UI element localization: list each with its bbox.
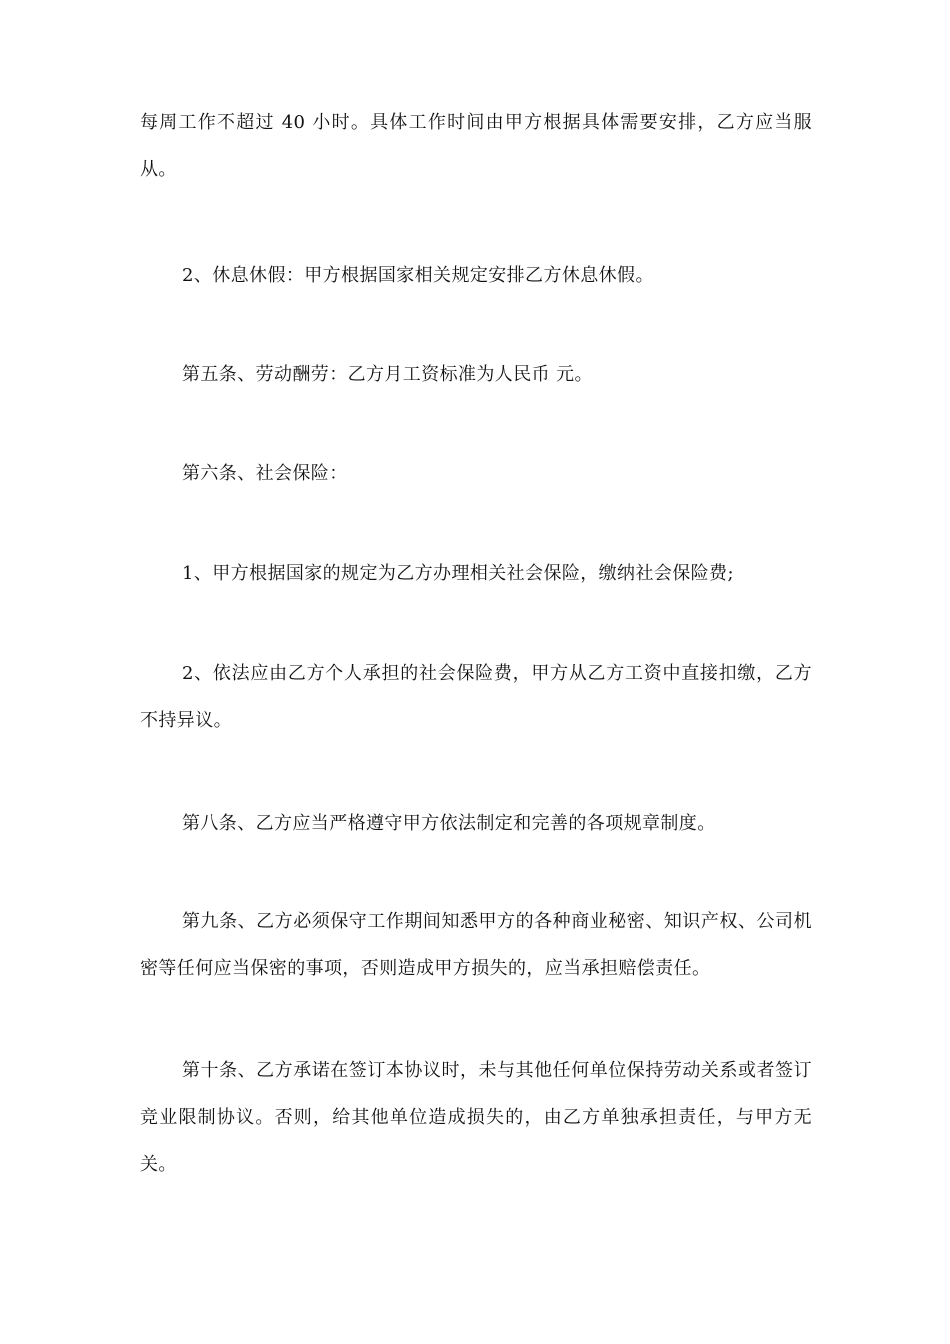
paragraph-article-8: 第八条、乙方应当严格遵守甲方依法制定和完善的各项规章制度。: [182, 813, 716, 834]
paragraph-rest-leave: 2、休息休假：甲方根据国家相关规定安排乙方休息休假。: [182, 265, 654, 286]
paragraph-article-6: 第六条、社会保险：: [182, 463, 348, 484]
paragraph-work-hours: 每周工作不超过 40 小时。具体工作时间由甲方根据具体需要安排，乙方应当服从。: [140, 112, 812, 180]
paragraph-article-10: 第十条、乙方承诺在签订本协议时，未与其他任何单位保持劳动关系或者签订竞业限制协议。否则，给其他单位造成损失的，由乙方单独承担责任，与甲方无关。: [140, 1060, 812, 1175]
paragraph-social-insurance-2: 2、依法应由乙方个人承担的社会保险费，甲方从乙方工资中直接扣缴，乙方不持异议。: [140, 663, 812, 731]
paragraph-article-5: 第五条、劳动酬劳：乙方月工资标准为人民币 元。: [182, 364, 593, 385]
paragraph-article-9: 第九条、乙方必须保守工作期间知悉甲方的各种商业秘密、知识产权、公司机密等任何应当保密的事项，否则造成甲方损失的，应当承担赔偿责任。: [140, 911, 812, 979]
paragraph-social-insurance-1: 1、甲方根据国家的规定为乙方办理相关社会保险，缴纳社会保险费;: [182, 563, 734, 584]
